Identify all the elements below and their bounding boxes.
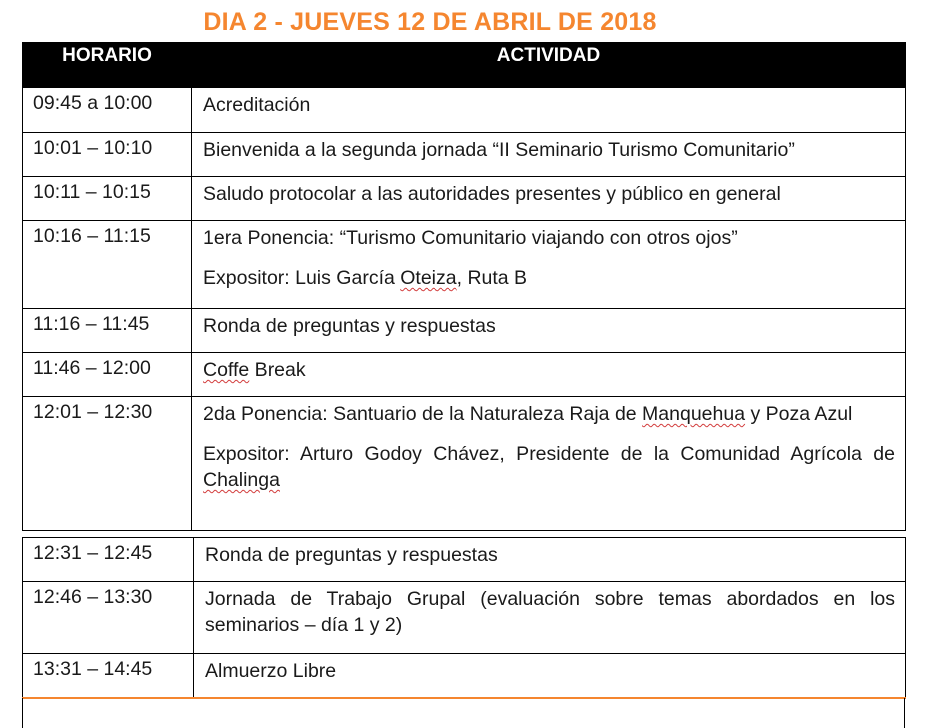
activity-line-text: Expositor: Luis García Oteiza, Ruta B: [203, 267, 528, 289]
spellcheck-flagged-word: Chalinga: [203, 469, 280, 491]
spellcheck-flagged-word: Coffe: [203, 359, 250, 381]
table-row: [23, 133, 906, 177]
header-time: HORARIO: [23, 43, 192, 88]
table-header-row: [23, 43, 906, 88]
table-edge-right: [904, 698, 905, 728]
row-activity: [194, 654, 906, 698]
activity-line: Acreditación: [203, 94, 311, 116]
activity-line: Ronda de preguntas y respuestas: [205, 544, 498, 566]
page-title: DIA 2 - JUEVES 12 DE ABRIL DE 2018: [203, 8, 657, 36]
activity-line: Almuerzo Libre: [205, 660, 337, 682]
row-time: 12:31 – 12:45: [23, 538, 194, 582]
activity-line: Saludo protocolar a las autoridades presentes y público en general: [203, 183, 781, 205]
row-time: 09:45 a 10:00: [23, 88, 192, 133]
spellcheck-flagged-word: Manquehua: [642, 403, 746, 425]
schedule-table: [22, 42, 906, 531]
table-row: [23, 397, 906, 531]
activity-line: Bienvenida a la segunda jornada “II Seminario Turismo Comunitario”: [203, 139, 795, 161]
row-time: 10:01 – 10:10: [23, 133, 192, 177]
table-row: [23, 353, 906, 397]
row-time: 12:01 – 12:30: [23, 397, 192, 531]
row-activity: [192, 88, 906, 133]
activity-line: 1era Ponencia: “Turismo Comunitario viajando con otros ojos”: [203, 227, 738, 249]
orange-divider: [22, 697, 906, 699]
activity-line: Coffe Break: [203, 359, 306, 381]
row-time: 11:16 – 11:45: [23, 309, 192, 353]
activity-line: Expositor: Arturo Godoy Chávez, Presidente de la Comunidad Agrícola de Chalinga: [203, 443, 895, 491]
row-activity: [194, 538, 906, 582]
row-time: 10:16 – 11:15: [23, 221, 192, 309]
table-row: [23, 309, 906, 353]
row-activity: [192, 177, 906, 221]
row-activity: [192, 353, 906, 397]
table-row: [23, 177, 906, 221]
row-time: 10:11 – 10:15: [23, 177, 192, 221]
table-edge-left: [22, 698, 23, 728]
row-time: 13:31 – 14:45: [23, 654, 194, 698]
table-row: [23, 88, 906, 133]
header-activity: ACTIVIDAD: [192, 43, 906, 88]
table-row: [23, 221, 906, 309]
activity-line: Ronda de preguntas y respuestas: [203, 315, 496, 337]
row-time: 12:46 – 13:30: [23, 582, 194, 654]
row-activity: [194, 582, 906, 654]
spellcheck-flagged-word: Oteiza: [400, 267, 457, 289]
activity-line: Jornada de Trabajo Grupal (evaluación sobre temas abordados en los seminarios – día 1 y 2): [205, 588, 895, 636]
schedule-table-continued: [22, 537, 906, 698]
row-activity: [192, 133, 906, 177]
row-time: 11:46 – 12:00: [23, 353, 192, 397]
row-activity: [192, 309, 906, 353]
row-activity: [192, 221, 906, 309]
table-row: [23, 538, 906, 582]
row-activity: [192, 397, 906, 531]
table-row: [23, 654, 906, 698]
table-row: [23, 582, 906, 654]
activity-line: [203, 265, 895, 291]
activity-line: 2da Ponencia: Santuario de la Naturaleza Raja de Manquehua y Poza Azul: [203, 403, 853, 425]
